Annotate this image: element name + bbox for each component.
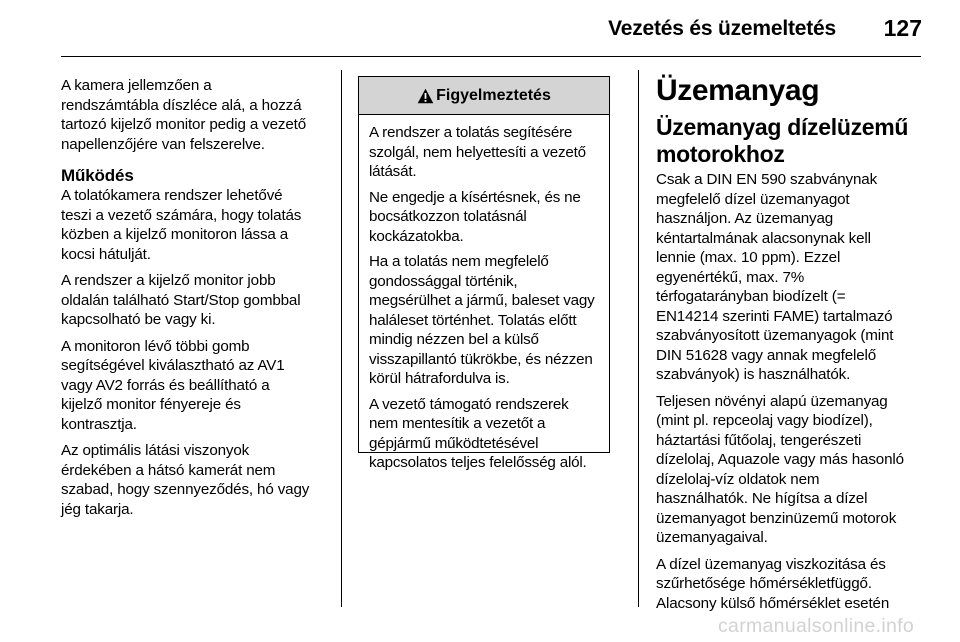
text-line: gondossággal történik, — [369, 272, 518, 290]
subsection-title — [656, 114, 923, 168]
text-line: szabad, hogy szennyeződés, hó vagy — [61, 481, 310, 498]
text-line: szolgál, nem helyettesíti a vezető — [369, 143, 586, 161]
text-line: Üzemanyag dízelüzemű — [656, 114, 909, 140]
text-line: jég takarja. — [61, 500, 134, 518]
intro-paragraph — [61, 76, 327, 154]
text-line: tartozó kijelző monitor pedig a vezető — [61, 116, 307, 133]
text-line: szabványok) is használhatók. — [656, 366, 851, 383]
paragraph — [369, 252, 609, 389]
text-line: gépjármű működtetésével — [369, 434, 539, 452]
warning-box — [358, 76, 610, 471]
text-line: lennie (max. 10 ppm). Ezzel — [656, 249, 841, 266]
text-line: bocsátkozzon tolatásnál — [369, 208, 527, 225]
paragraph — [369, 123, 609, 182]
text-line: érdekében a hátsó kamerát nem — [61, 461, 276, 479]
text-line: rendszámtábla díszléce alá, a hozzá — [61, 96, 302, 114]
text-line: A dízel üzemanyag viszkozitása és — [656, 555, 886, 573]
text-line: kockázatokba. — [369, 227, 464, 245]
text-line: Alacsony külső hőmérséklet esetén — [656, 594, 890, 612]
section-heading-mukodes: Működés — [61, 166, 134, 185]
text-line: kijelző monitor fényereje és — [61, 396, 241, 413]
text-line: használhatók. Ne hígítsa a dízel — [656, 490, 868, 507]
text-line: EN14214 szerinti FAME) tartalmazó — [656, 307, 893, 325]
text-line: Az optimális látási viszonyok — [61, 442, 250, 459]
warning-triangle-icon — [417, 88, 434, 104]
section-title-uzemanyag: Üzemanyag — [656, 74, 820, 107]
text-line: segítségével kiválasztható az AV1 — [61, 357, 285, 374]
paragraph — [61, 271, 327, 330]
text-line: üzemanyagot benzinüzemű motorok — [656, 509, 897, 527]
text-line: dízelolaj-víz oldatok nem — [656, 470, 820, 488]
text-line: kontrasztja. — [61, 415, 137, 433]
text-line: kocsi hátulját. — [61, 245, 151, 263]
text-line: napellenzőjére van felszerelve. — [61, 135, 265, 153]
text-line: látását. — [369, 163, 417, 180]
text-line: nem mentesítik a vezetőt a — [369, 415, 546, 432]
paragraph — [61, 337, 327, 435]
text-line: térfogatarányban biodízelt (= — [656, 288, 846, 305]
column-left — [61, 76, 327, 526]
text-line: szűrhetősége hőmérsékletfüggő. — [656, 575, 872, 592]
text-line: körül hátrafordulva is. — [369, 370, 510, 387]
text-line: motorokhoz — [656, 141, 785, 167]
text-line: szabványosított üzemanyagok (mint — [656, 327, 894, 344]
text-line: A rendszer a kijelző monitor jobb — [61, 272, 276, 289]
text-line: oldalán található Start/Stop gombbal — [61, 291, 301, 309]
text-line: mindig nézzen bel a külső — [369, 331, 539, 348]
text-line: közben a kijelző monitoron lássa a — [61, 226, 289, 243]
text-line: kapcsolható be vagy ki. — [61, 311, 216, 328]
text-line: (mint pl. repceolaj vagy biodízel), — [656, 412, 873, 429]
text-line: A monitoron lévő többi gomb — [61, 337, 250, 355]
column-right — [656, 76, 923, 620]
column-divider-right — [638, 70, 639, 607]
text-line: megsérülhet a jármű, baleset vagy — [369, 292, 595, 309]
text-line: kéntartalmának alacsonynak kell — [656, 229, 871, 247]
text-line: használjon. Az üzemanyag — [656, 210, 834, 227]
paragraph — [369, 395, 609, 473]
text-line: A kamera jellemzően a — [61, 77, 212, 94]
text-line: haláleset történhet. Tolatás előtt — [369, 311, 577, 329]
text-line: visszapillantó tükrökbe, és nézzen — [369, 350, 593, 368]
page-number: 127 — [883, 15, 922, 41]
warning-title: Figyelmeztetés — [436, 86, 551, 104]
watermark: carmanualsonline.info — [718, 615, 914, 637]
text-line: A rendszer a tolatás segítésére — [369, 124, 573, 141]
text-line: Teljesen növényi alapú üzemanyag — [656, 392, 888, 410]
paragraph — [369, 188, 609, 247]
warning-body — [359, 115, 609, 473]
text-line: háztartási fűtőolaj, tengerészeti — [656, 431, 862, 449]
paragraph — [656, 392, 923, 548]
text-line: teszi a vezető számára, hogy tolatás — [61, 206, 302, 224]
text-line: dízelolaj, Aquazole vagy más hasonló — [656, 451, 904, 468]
paragraph — [61, 186, 327, 264]
warning-header — [359, 77, 609, 115]
text-line: megfelelő dízel üzemanyagot — [656, 190, 850, 208]
header-rule — [61, 56, 921, 57]
paragraph — [656, 170, 923, 385]
text-line: egyenértékű, max. 7% — [656, 268, 805, 286]
running-title: Vezetés és üzemeltetés — [608, 17, 836, 40]
text-line: Ne engedje a kísértésnek, és ne — [369, 188, 581, 206]
text-line: kapcsolatos teljes felelősség alól. — [369, 454, 587, 471]
text-line: A vezető támogató rendszerek — [369, 395, 569, 413]
page-header — [0, 0, 960, 62]
paragraph — [61, 441, 327, 519]
text-line: Csak a DIN EN 590 szabványnak — [656, 171, 878, 188]
text-line: A tolatókamera rendszer lehetővé — [61, 187, 283, 204]
text-line: üzemanyagaival. — [656, 529, 768, 546]
paragraph — [656, 555, 923, 614]
text-line: DIN 51628 vagy annak megfelelő — [656, 346, 877, 364]
text-line: Ha a tolatás nem megfelelő — [369, 253, 549, 270]
column-divider-left — [341, 70, 342, 607]
text-line: vagy AV2 forrás és beállítható a — [61, 376, 270, 394]
